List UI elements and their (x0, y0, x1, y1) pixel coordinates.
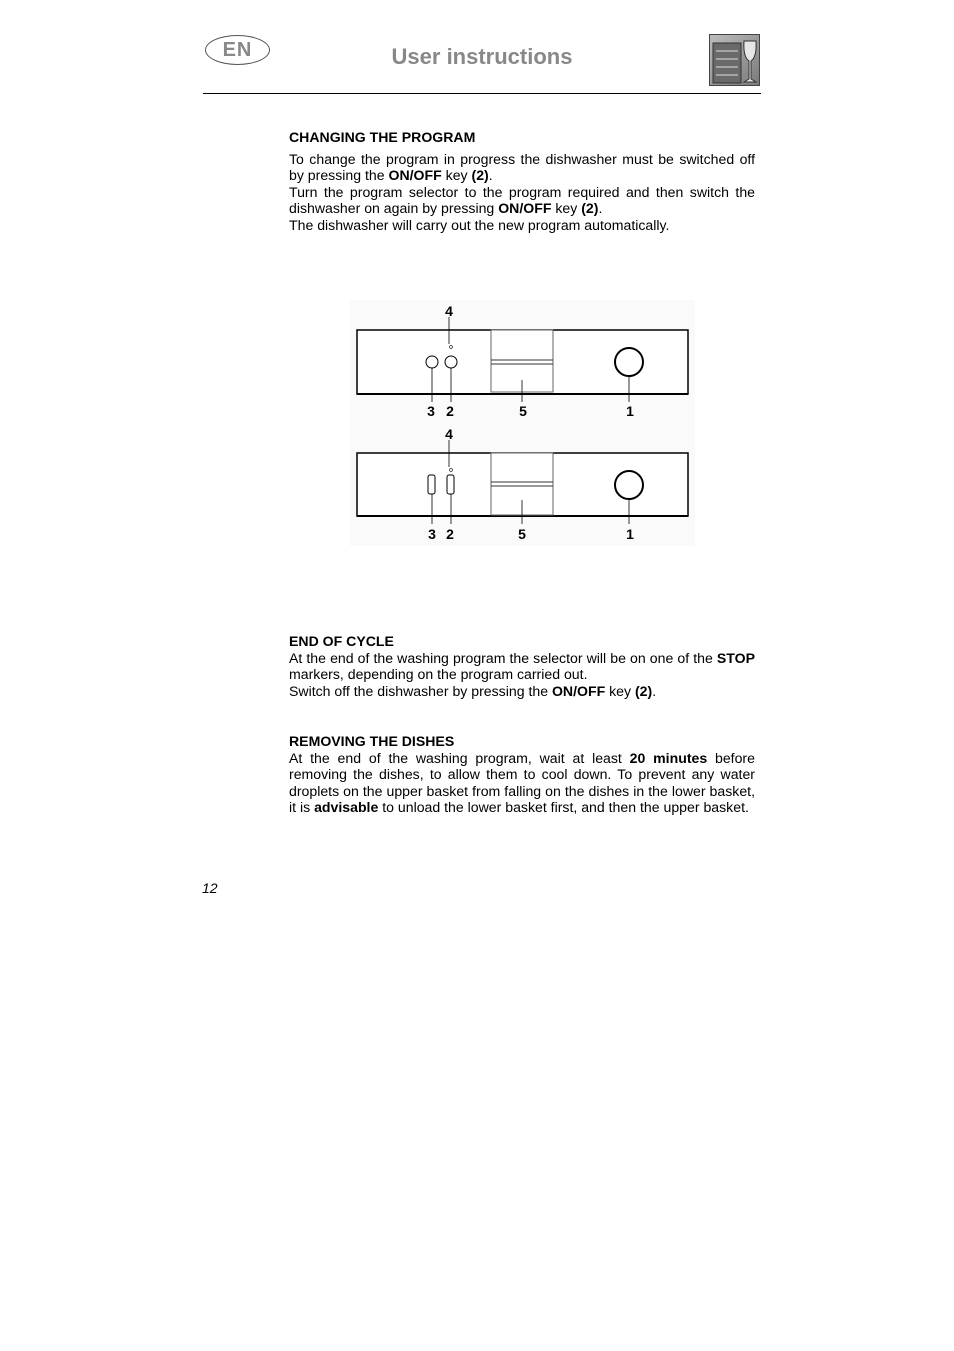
paragraph: Turn the program selector to the program required and then switch the dishwasher on again by pressing ON/OFF key (2). (289, 183, 755, 217)
header-divider (203, 93, 761, 94)
callout-5: 5 (519, 403, 527, 419)
section-changing-program (289, 129, 755, 234)
callout-1: 1 (626, 526, 634, 542)
program-selector-knob (615, 348, 643, 376)
page-number: 12 (202, 880, 218, 896)
callout-5: 5 (518, 526, 526, 542)
paragraph: At the end of the washing program the selector will be on one of the STOP markers, depending on the program carried out. (289, 649, 755, 683)
on-off-key-2 (447, 475, 454, 494)
paragraph: Switch off the dishwasher by pressing the ON/OFF key (2). (289, 682, 657, 699)
language-badge: EN (205, 35, 270, 65)
paragraph: To change the program in progress the dishwasher must be switched off by pressing the ON/OFF key (2). (289, 150, 755, 184)
section-heading: CHANGING THE PROGRAM (289, 129, 476, 145)
on-off-key-2 (445, 356, 457, 368)
callout-4: 4 (445, 426, 453, 442)
program-selector-knob (615, 471, 643, 499)
led-indicator-3 (426, 356, 438, 368)
page-header-title: User instructions (391, 44, 573, 69)
section-removing-dishes (289, 733, 755, 816)
led-indicator-3 (428, 475, 435, 494)
control-panel-diagram (350, 300, 695, 546)
callout-3: 3 (427, 403, 435, 419)
callout-2: 2 (446, 403, 454, 419)
paragraph: At the end of the washing program, wait at least 20 minutes before removing the dishes, to allow them to cool down. To prevent any water droplets on the upper basket from falling on the dishes in the lower basket, it is advisable to unload the lower basket first, and then the upper basket. (289, 749, 755, 816)
callout-2: 2 (446, 526, 454, 542)
callout-1: 1 (626, 403, 634, 419)
section-end-of-cycle (289, 633, 755, 699)
section-heading: REMOVING THE DISHES (289, 733, 455, 749)
callout-3: 3 (428, 526, 436, 542)
dishwasher-glasses-photo (709, 34, 760, 86)
section-heading: END OF CYCLE (289, 633, 394, 649)
callout-4: 4 (445, 303, 453, 319)
paragraph: The dishwasher will carry out the new program automatically. (289, 216, 670, 233)
